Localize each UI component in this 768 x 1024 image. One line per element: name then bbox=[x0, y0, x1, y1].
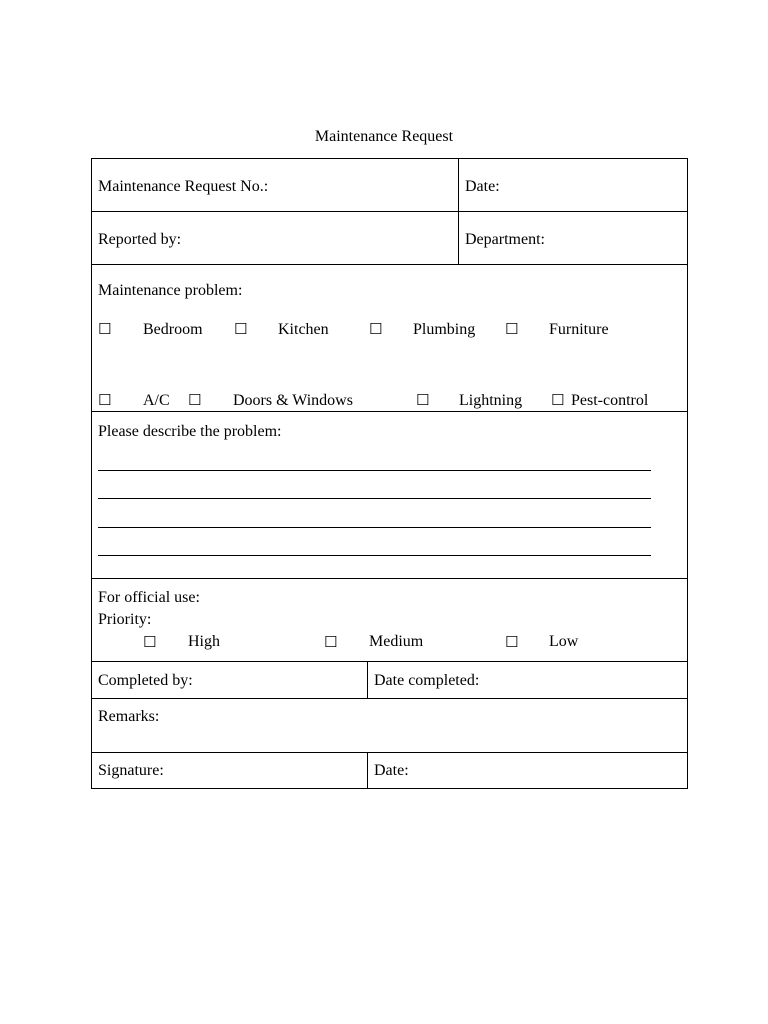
remarks-field[interactable] bbox=[92, 699, 687, 753]
signature-field[interactable] bbox=[92, 753, 367, 788]
furniture-checkbox[interactable]: ☐ bbox=[505, 320, 519, 338]
bedroom-checkbox[interactable]: ☐ bbox=[98, 320, 112, 338]
description-line-4[interactable] bbox=[98, 555, 651, 556]
lightning-checkbox[interactable]: ☐ bbox=[416, 391, 430, 409]
ac-label: A/C bbox=[143, 392, 170, 409]
official-use-label: For official use: bbox=[98, 589, 200, 606]
maintenance-request-form bbox=[91, 158, 688, 789]
department-label: Department: bbox=[465, 231, 545, 248]
priority-low-label: Low bbox=[549, 633, 579, 650]
furniture-label: Furniture bbox=[549, 321, 609, 338]
lightning-label: Lightning bbox=[459, 392, 523, 409]
signature-date-label: Date: bbox=[374, 762, 409, 779]
request-number-field[interactable] bbox=[92, 159, 458, 211]
reported-by-field[interactable] bbox=[92, 212, 458, 264]
priority-medium-label: Medium bbox=[369, 633, 424, 650]
page-title: Maintenance Request bbox=[314, 128, 454, 145]
signature-label: Signature: bbox=[98, 762, 164, 779]
reported-by-label: Reported by: bbox=[98, 231, 182, 248]
priority-low-checkbox[interactable]: ☐ bbox=[505, 633, 519, 651]
plumbing-checkbox[interactable]: ☐ bbox=[369, 320, 383, 338]
description-line-1[interactable] bbox=[98, 470, 651, 471]
date-field[interactable] bbox=[458, 159, 687, 211]
maintenance-problem-label: Maintenance problem: bbox=[98, 282, 243, 299]
date-label: Date: bbox=[465, 178, 500, 195]
priority-high-checkbox[interactable]: ☐ bbox=[143, 633, 157, 651]
priority-medium-checkbox[interactable]: ☐ bbox=[324, 633, 338, 651]
problem-description-label: Please describe the problem: bbox=[98, 423, 282, 440]
completed-by-field[interactable] bbox=[92, 662, 367, 698]
priority-high-label: High bbox=[188, 633, 220, 650]
problem-description-section bbox=[92, 412, 687, 579]
doors-windows-checkbox[interactable]: ☐ bbox=[188, 391, 202, 409]
date-completed-field[interactable] bbox=[367, 662, 687, 698]
request-number-row bbox=[92, 159, 687, 212]
reported-by-row bbox=[92, 212, 687, 265]
doors-windows-label: Doors & Windows bbox=[233, 392, 353, 409]
plumbing-label: Plumbing bbox=[413, 321, 476, 338]
remarks-label: Remarks: bbox=[98, 708, 160, 725]
pest-control-label: Pest-control bbox=[571, 392, 649, 409]
kitchen-checkbox[interactable]: ☐ bbox=[234, 320, 248, 338]
kitchen-label: Kitchen bbox=[278, 321, 329, 338]
department-field[interactable] bbox=[458, 212, 687, 264]
completed-by-label: Completed by: bbox=[98, 672, 193, 689]
description-line-2[interactable] bbox=[98, 498, 651, 499]
ac-checkbox[interactable]: ☐ bbox=[98, 391, 112, 409]
request-number-label: Maintenance Request No.: bbox=[98, 178, 269, 195]
signature-row bbox=[92, 753, 687, 788]
completed-by-row bbox=[92, 662, 687, 699]
signature-date-field[interactable] bbox=[367, 753, 687, 788]
maintenance-problem-section bbox=[92, 265, 687, 412]
bedroom-label: Bedroom bbox=[143, 321, 203, 338]
date-completed-label: Date completed: bbox=[374, 672, 480, 689]
priority-label: Priority: bbox=[98, 611, 152, 628]
official-use-section bbox=[92, 579, 687, 662]
description-line-3[interactable] bbox=[98, 527, 651, 528]
pest-control-checkbox[interactable]: ☐ bbox=[551, 391, 565, 409]
